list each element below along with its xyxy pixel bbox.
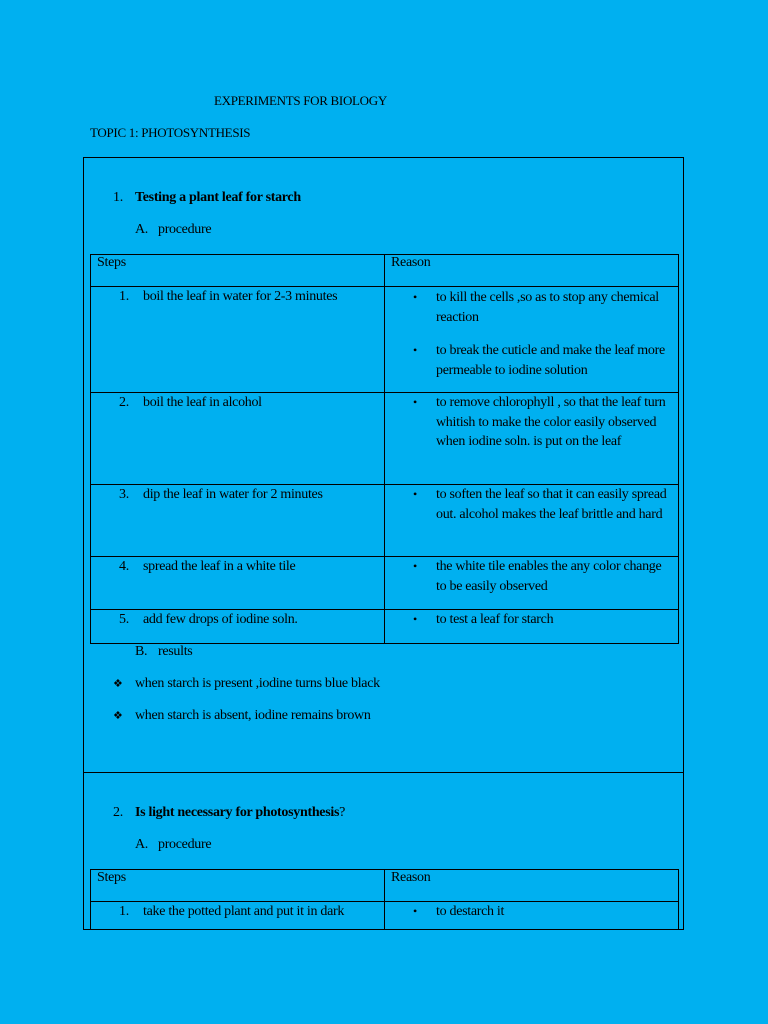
bullet-icon: • xyxy=(413,343,417,357)
section1-steps-table xyxy=(90,254,679,644)
step-text: boil the leaf in water for 2-3 minutes xyxy=(143,289,338,304)
section2-procedure-letter: A. xyxy=(135,837,149,852)
section1-number: 1. xyxy=(113,190,123,205)
step-text: add few drops of iodine soln. xyxy=(143,612,298,627)
col-steps-header: Steps xyxy=(97,255,126,270)
section1-heading: Testing a plant leaf for starch xyxy=(135,190,301,205)
bullet-icon: • xyxy=(413,395,417,409)
section2-heading: Is light necessary for photosynthesis? xyxy=(135,805,346,820)
section2-steps-table xyxy=(90,869,679,930)
section1-results-letter: B. xyxy=(135,644,148,659)
topic-heading: TOPIC 1: PHOTOSYNTHESIS xyxy=(90,125,251,140)
step-cell: 1. boil the leaf in water for 2-3 minutes xyxy=(119,289,338,304)
bullet-icon: • xyxy=(413,612,417,626)
reason-item: • to soften the leaf so that it can easily spread out. alcohol makes the leaf brittle and hard xyxy=(413,487,667,522)
step-text: dip the leaf in water for 2 minutes xyxy=(143,487,323,502)
result-item: when starch is present ,iodine turns blue black xyxy=(135,676,380,691)
step-cell: 5. add few drops of iodine soln. xyxy=(119,612,298,627)
table-header-row xyxy=(91,870,679,902)
section1-procedure-label: procedure xyxy=(158,222,212,237)
table-row xyxy=(91,610,679,644)
table-row xyxy=(91,287,679,393)
col-reason-header: Reason xyxy=(391,255,431,270)
reason-item: • to destarch it xyxy=(385,902,678,922)
reason-item: • to test a leaf for starch xyxy=(385,610,678,630)
step-cell: 4. spread the leaf in a white tile xyxy=(119,559,296,574)
diamond-bullet-icon: ❖ xyxy=(113,710,123,722)
reason-item: • to break the cuticle and make the leaf more permeable to iodine solution xyxy=(413,343,665,378)
table-row xyxy=(91,393,679,485)
table-row xyxy=(91,485,679,557)
step-text: take the potted plant and put it in dark xyxy=(143,904,345,919)
step-cell: 2. boil the leaf in alcohol xyxy=(119,395,262,410)
document-title: EXPERIMENTS FOR BIOLOGY xyxy=(214,93,387,108)
bullet-icon: • xyxy=(413,290,417,304)
bullet-icon: • xyxy=(413,487,417,501)
section-divider xyxy=(83,772,684,773)
section1-procedure-letter: A. xyxy=(135,222,149,237)
result-item: when starch is absent, iodine remains brown xyxy=(135,708,371,723)
table-header-row xyxy=(91,255,679,287)
reason-item: • to kill the cells ,so as to stop any chemical reaction xyxy=(413,290,659,325)
section1-results-label: results xyxy=(158,644,193,659)
step-cell: 3. dip the leaf in water for 2 minutes xyxy=(119,487,323,502)
diamond-bullet-icon: ❖ xyxy=(113,678,123,690)
table-row xyxy=(91,557,679,610)
table-row xyxy=(91,902,679,930)
section2-number: 2. xyxy=(113,805,123,820)
reason-item: • the white tile enables the any color change to be easily observed xyxy=(413,559,662,594)
bullet-icon: • xyxy=(413,904,417,918)
step-text: boil the leaf in alcohol xyxy=(143,395,262,410)
section2-procedure-label: procedure xyxy=(158,837,212,852)
col-steps-header: Steps xyxy=(97,870,126,885)
reason-item: • to remove chlorophyll , so that the leaf turn whitish to make the color easily observed when iodine soln. is put on the leaf xyxy=(413,395,666,449)
col-reason-header: Reason xyxy=(391,870,431,885)
step-text: spread the leaf in a white tile xyxy=(143,559,296,574)
bullet-icon: • xyxy=(413,559,417,573)
step-cell: 1. take the potted plant and put it in dark xyxy=(119,904,345,919)
